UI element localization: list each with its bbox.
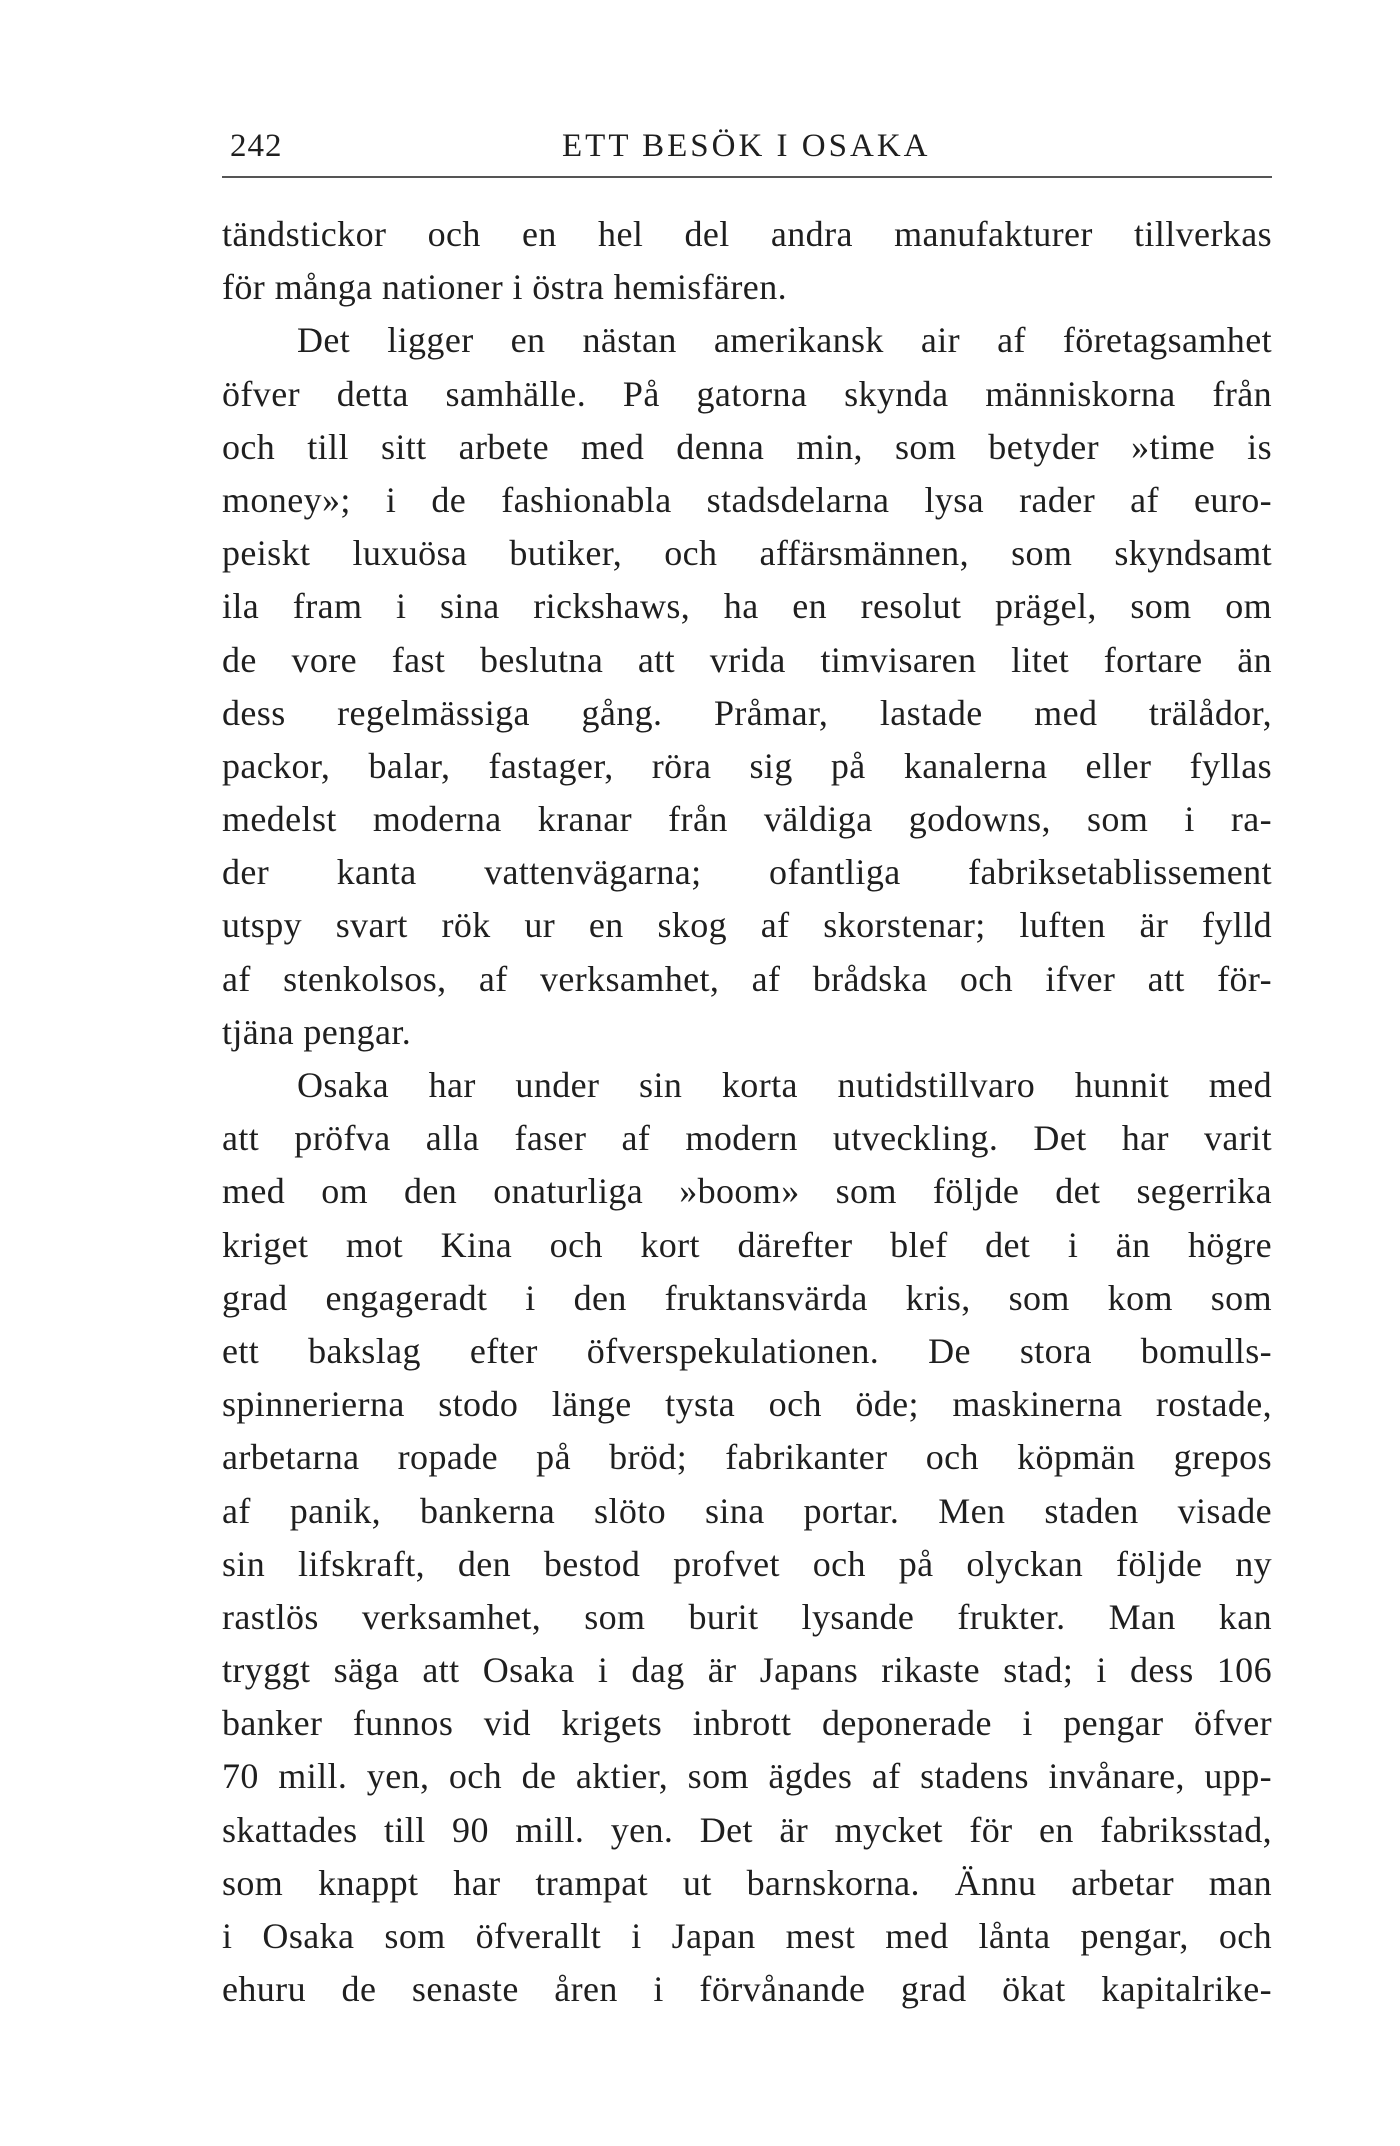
text-line: öfver detta samhälle. På gatorna skynda människorna från — [222, 373, 1272, 414]
text-line: tjäna pengar. — [222, 1011, 412, 1052]
text-line: af stenkolsos, af verksamhet, af brådska och ifver att för- — [222, 958, 1272, 999]
text-line: Osaka har under sin korta nutidstillvaro hunnit med — [297, 1065, 1272, 1105]
text-line: Det ligger en nästan amerikansk air af företagsamhet — [297, 320, 1272, 361]
text-line: peiskt luxuösa butiker, och affärsmännen, som skyndsamt — [222, 533, 1272, 574]
text-line: grad engageradt i den fruktansvärda kris, som kom som — [222, 1277, 1272, 1318]
text-line: kriget mot Kina och kort därefter blef det i än högre — [222, 1224, 1272, 1265]
text-line: ila fram i sina rickshaws, ha en resolut prägel, som om — [222, 586, 1272, 627]
text-line: packor, balar, fastager, röra sig på kanalerna eller fyllas — [222, 745, 1272, 786]
text-line: rastlös verksamhet, som burit lysande frukter. Man kan — [222, 1596, 1272, 1637]
text-line: som knappt har trampat ut barnskorna. Ännu arbetar man — [222, 1862, 1272, 1903]
running-header — [222, 120, 1272, 166]
text-line: spinnerierna stodo länge tysta och öde; maskinerna rostade, — [222, 1384, 1272, 1425]
text-line: och till sitt arbete med denna min, som betyder »time is — [222, 426, 1272, 467]
text-line: der kanta vattenvägarna; ofantliga fabriksetablissement — [222, 852, 1272, 893]
text-line: arbetarna ropade på bröd; fabrikanter och köpmän grepos — [222, 1437, 1272, 1478]
header-rule — [222, 176, 1272, 178]
text-line: utspy svart rök ur en skog af skorstenar; luften är fylld — [222, 905, 1272, 946]
text-line: medelst moderna kranar från väldiga godowns, som i ra- — [222, 799, 1272, 840]
text-line: af panik, bankerna slöto sina portar. Men staden visade — [222, 1490, 1272, 1531]
running-title: ETT BESÖK I OSAKA — [562, 128, 931, 164]
text-line: tändstickor och en hel del andra manufakturer tillverkas — [222, 214, 1272, 254]
text-line: banker funnos vid krigets inbrott deponerade i pengar öfver — [222, 1703, 1272, 1744]
text-line: tryggt säga att Osaka i dag är Japans rikaste stad; i dess 106 — [222, 1650, 1272, 1691]
text-line: ehuru de senaste åren i förvånande grad ökat kapitalrike- — [222, 1969, 1272, 2010]
page-number: 242 — [230, 128, 283, 164]
text-line: för många nationer i östra hemisfären. — [222, 267, 787, 308]
text-line: money»; i de fashionabla stadsdelarna lysa rader af euro- — [222, 479, 1272, 520]
text-line: ett bakslag efter öfverspekulationen. De stora bomulls- — [222, 1330, 1272, 1371]
text-line: med om den onaturliga »boom» som följde det segerrika — [222, 1171, 1272, 1212]
text-line: i Osaka som öfverallt i Japan mest med lånta pengar, och — [222, 1916, 1272, 1956]
text-line: 70 mill. yen, och de aktier, som ägdes af stadens invånare, upp- — [222, 1756, 1272, 1797]
text-line: de vore fast beslutna att vrida timvisaren litet fortare än — [222, 639, 1272, 680]
text-line: sin lifskraft, den bestod profvet och på olyckan följde ny — [222, 1543, 1272, 1584]
body-text — [222, 208, 1272, 2016]
text-line: skattades till 90 mill. yen. Det är mycket för en fabriksstad, — [222, 1809, 1272, 1850]
text-line: dess regelmässiga gång. Pråmar, lastade med trälådor, — [222, 692, 1272, 733]
text-line: att pröfva alla faser af modern utveckling. Det har varit — [222, 1118, 1272, 1159]
